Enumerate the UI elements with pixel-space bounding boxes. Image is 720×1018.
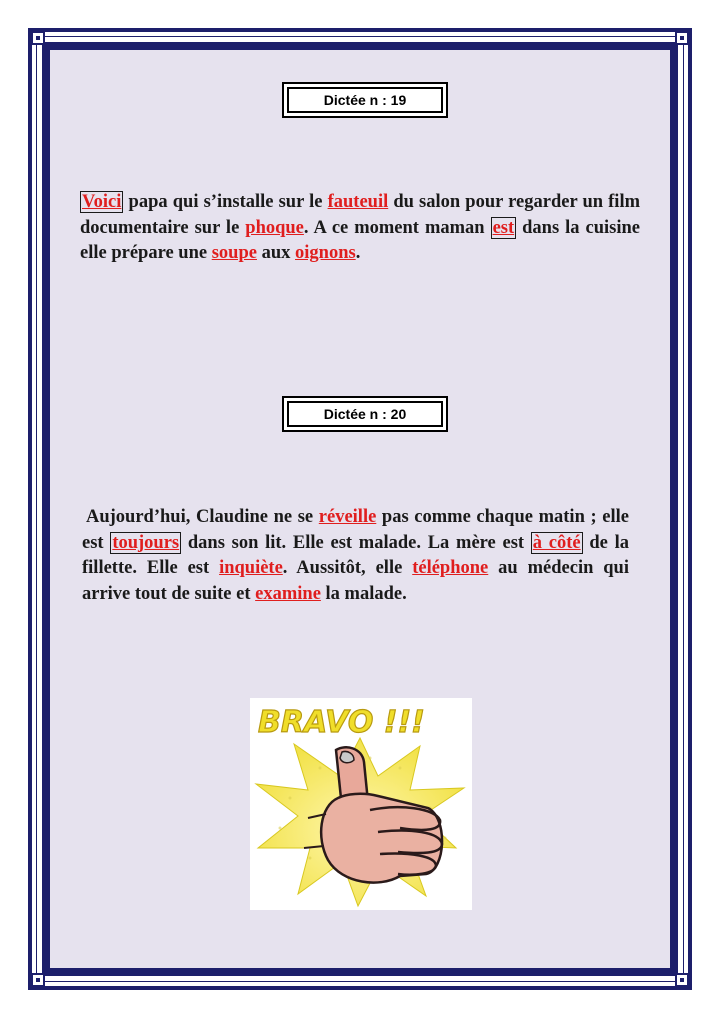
highlighted-word: réveille <box>318 507 377 527</box>
text-run: . Aussitôt, elle <box>282 558 413 578</box>
text-run: . <box>355 243 361 263</box>
highlighted-word: inquiète <box>219 558 283 578</box>
text-run: . A ce moment maman <box>303 217 491 238</box>
highlighted-word: toujours <box>112 532 180 553</box>
text-run: aux <box>256 243 296 263</box>
bravo-thumbs-up-image <box>250 698 472 910</box>
text-run: la malade. <box>320 583 407 604</box>
dictee-19-paragraph <box>80 190 640 267</box>
text-run: au médecin qui arrive tout de suite et <box>82 558 629 604</box>
highlighted-word: à côté <box>532 532 581 553</box>
dictee-20-text <box>82 505 629 607</box>
highlighted-word: téléphone <box>412 558 489 578</box>
corner-ornament-top-left <box>31 31 45 45</box>
text-run: de la fillette. Elle est <box>82 532 629 578</box>
text-run: dans la cuisine elle prépare une <box>80 217 640 263</box>
text-run: papa qui s’installe sur le <box>123 192 328 212</box>
dictee-20-title-box <box>282 396 448 432</box>
highlighted-word: fauteuil <box>327 192 389 212</box>
highlighted-word: Voici <box>82 192 122 212</box>
dictee-19-title-box <box>282 82 448 118</box>
text-run: pas comme chaque matin ; elle est <box>82 507 629 553</box>
dictee-20-title: Dictée n : 20 <box>287 401 443 427</box>
dictee-19-title: Dictée n : 19 <box>287 87 443 113</box>
text-run: dans son lit. Elle est malade. La mère est <box>181 532 531 553</box>
bravo-text: BRAVO !!! <box>258 705 425 740</box>
thumbs-up-icon <box>250 698 472 910</box>
highlighted-word: est <box>492 217 515 238</box>
text-run: Aujourd’hui, Claudine ne se <box>86 507 319 527</box>
corner-ornament-bottom-right <box>675 973 689 987</box>
corner-ornament-bottom-left <box>31 973 45 987</box>
highlighted-word: phoque <box>245 217 304 238</box>
text-run: du salon pour regarder un film documentaire sur le <box>80 192 640 238</box>
highlighted-word: examine <box>255 583 321 604</box>
dictee-19-text <box>80 190 640 267</box>
dictee-20-paragraph <box>82 505 629 607</box>
highlighted-word: soupe <box>211 243 257 263</box>
corner-ornament-top-right <box>675 31 689 45</box>
highlighted-word: oignons <box>295 243 356 263</box>
